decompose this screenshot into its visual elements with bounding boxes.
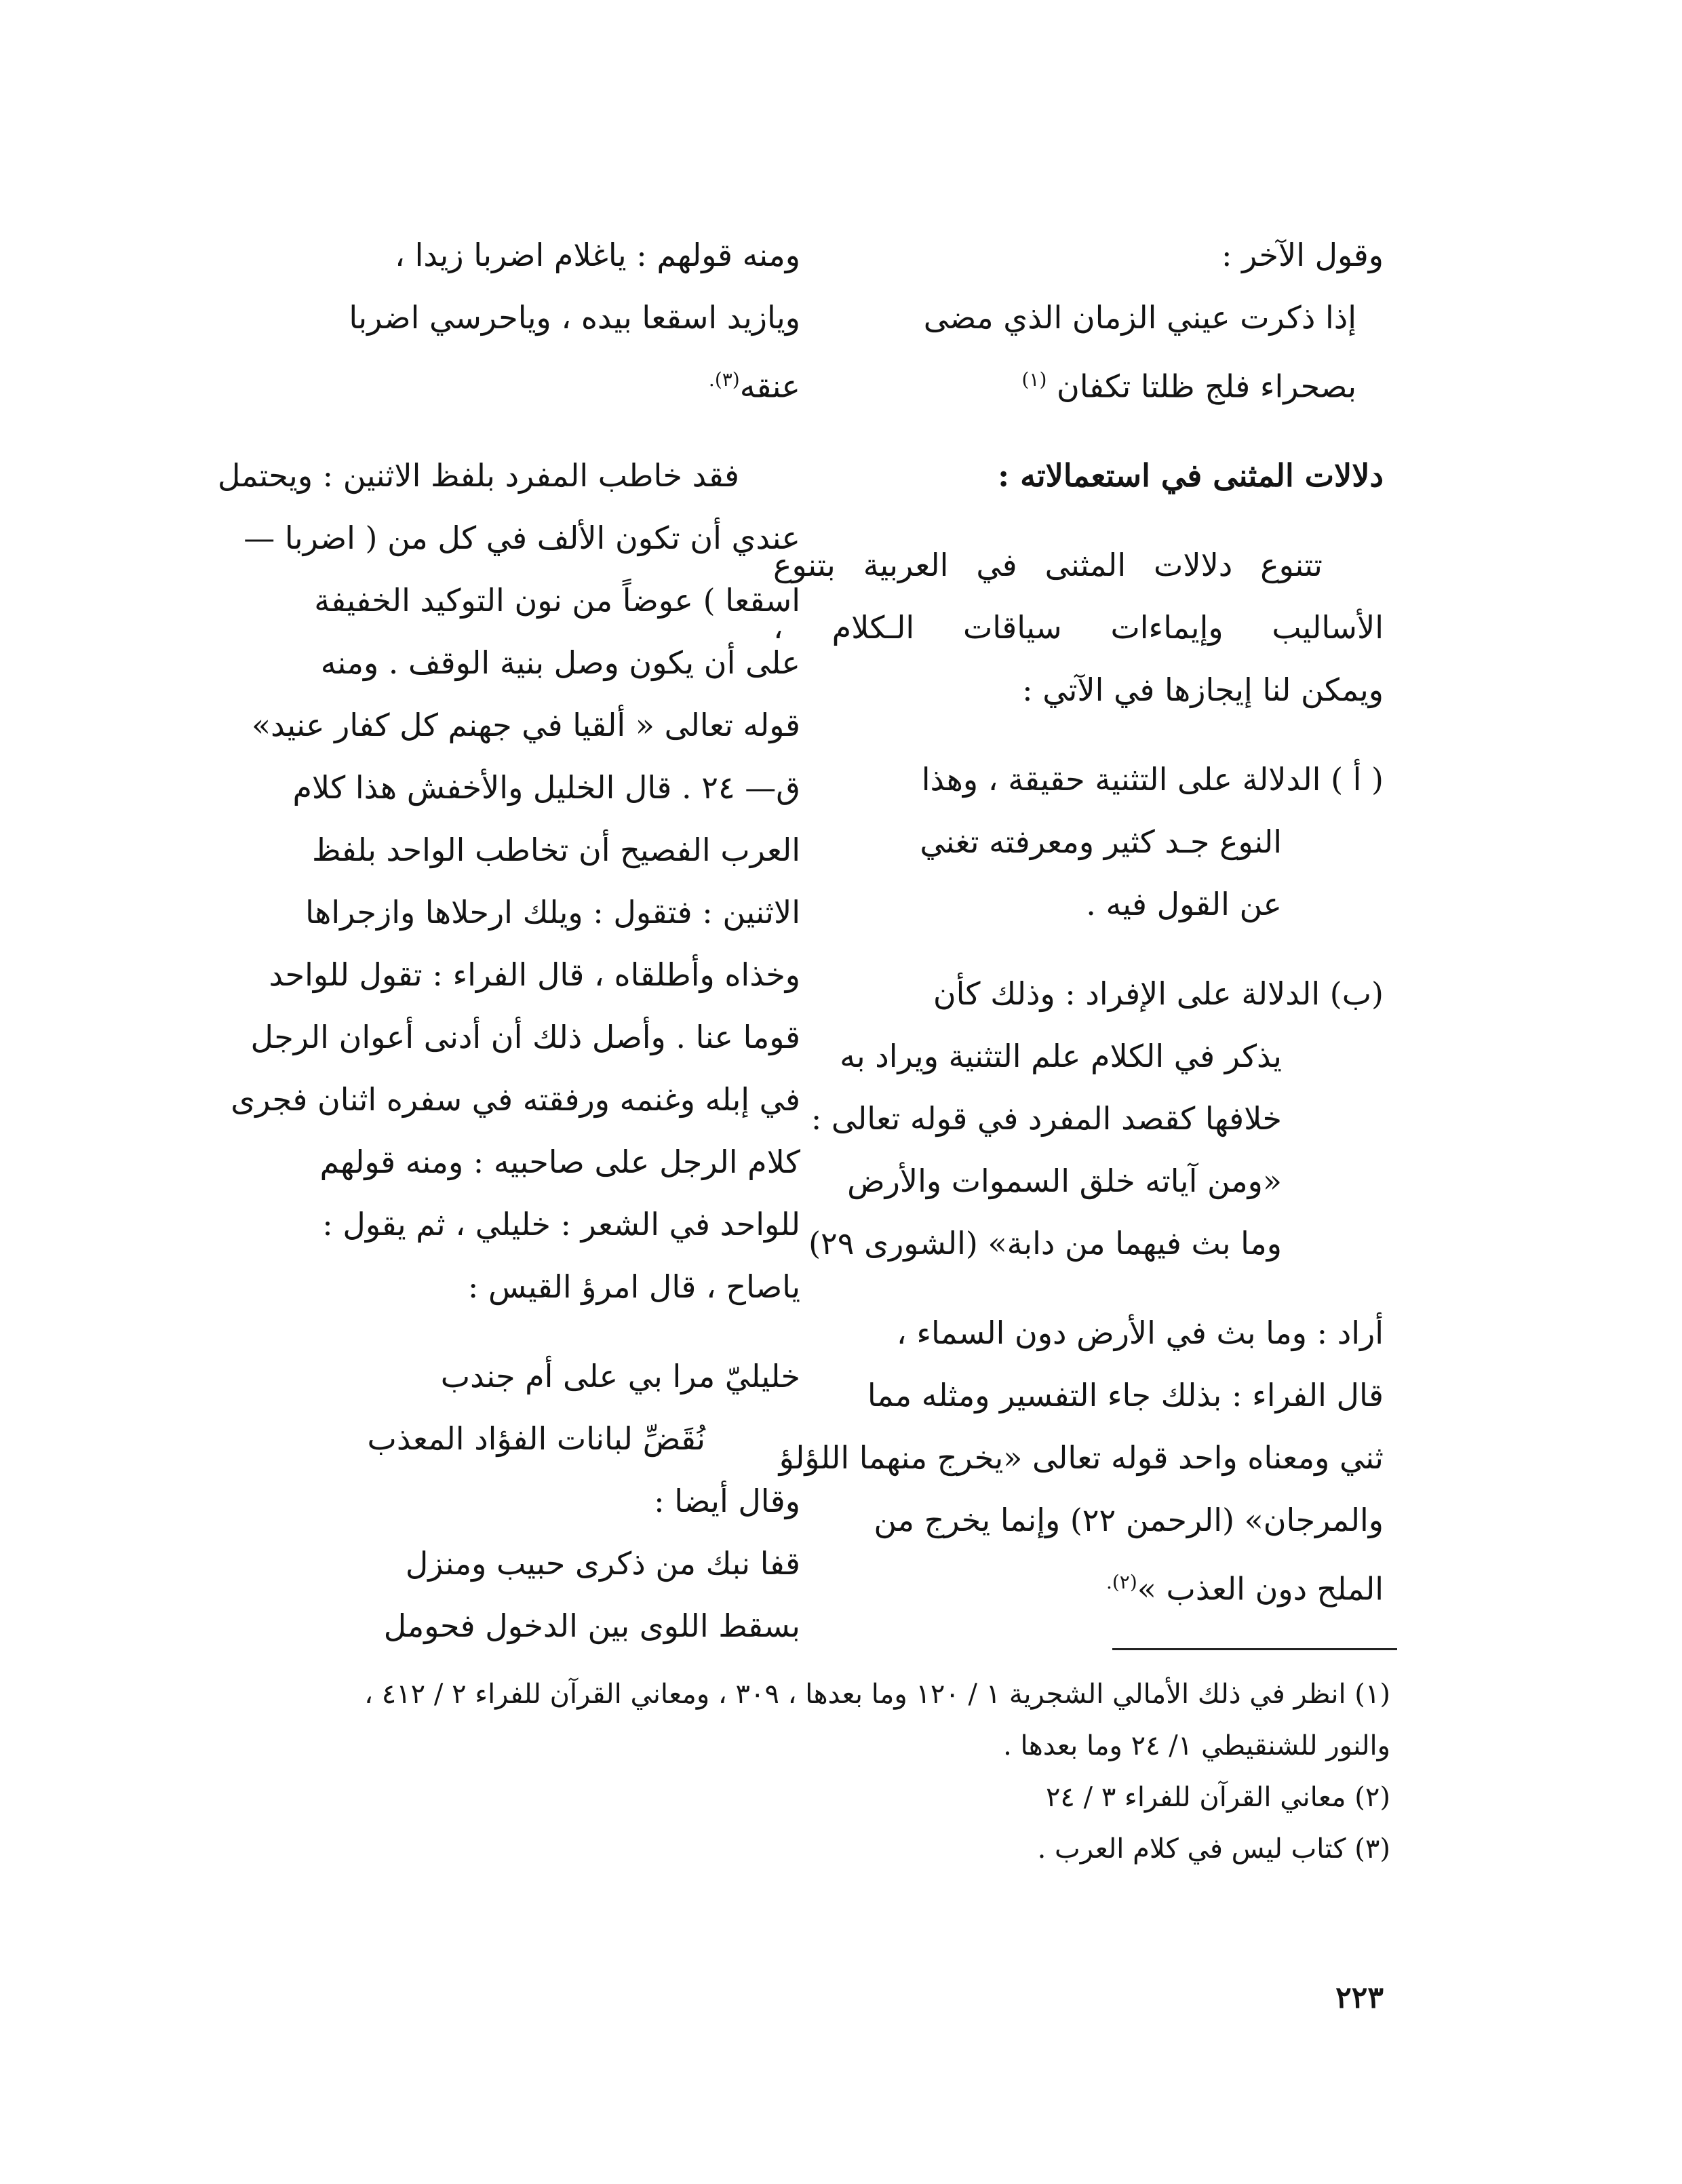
footnotes xyxy=(183,1669,1390,1875)
poem2-verse-1: قفا نبك من ذكرى حبيب ومنزل xyxy=(405,1545,800,1582)
left-para-line-2: عندي أن تكون الألف في كل من ( اضربا — xyxy=(243,520,800,557)
also-line: وقال أيضا : xyxy=(654,1483,800,1520)
footnote-ref-2: (٢). xyxy=(1106,1571,1137,1594)
left-para-line-4: على أن يكون وصل بنية الوقف . ومنه xyxy=(320,644,800,682)
poem-verse-2-text: بصحراء فلج ظلتا تكفان xyxy=(1057,368,1356,405)
right-column xyxy=(773,224,1384,1620)
left-para-line-1: فقد خاطب المفرد بلفظ الاثنين : ويحتمل xyxy=(218,457,739,494)
footnote-1: (١) انظر في ذلك الأمالي الشجرية ١ / ١٢٠ وما بعدها ، ٣٠٩ ، ومعاني القرآن للفراء ٢ / ٤١٢ ، xyxy=(364,1679,1390,1710)
para-line-1: تتنوع دلالات المثنى في العربية بتنوع xyxy=(773,547,1323,584)
left-para-line-10: قوما عنا . وأصل ذلك أن أدنى أعوان الرجل xyxy=(250,1019,800,1056)
poem1-verse-1: خليليّ مرا بي على أم جندب xyxy=(440,1358,800,1395)
left-para-line-12: كلام الرجل على صاحبيه : ومنه قولهم xyxy=(319,1144,800,1181)
para-line-3: ويمكن لنا إيجازها في الآتي : xyxy=(1022,671,1384,709)
final-line-1: أراد : وما بث في الأرض دون السماء ، xyxy=(896,1314,1384,1352)
final-line-4: والمرجان» (الرحمن ٢٢) وإنما يخرج من xyxy=(874,1502,1384,1539)
left-para-line-6: ق— ٢٤ . قال الخليل والأخفش هذا كلام xyxy=(292,769,800,806)
left-para-line-8: الاثنين : فتقول : ويلك ارحلاها وازجراها xyxy=(305,894,800,931)
top-line-1: ومنه قولهم : ياغلام اضربا زيدا ، xyxy=(395,237,800,273)
top-line-3-text: عنقه xyxy=(739,368,800,405)
left-para-line-5: قوله تعالى « ألقيا في جهنم كل كفار عنيد» xyxy=(252,707,800,744)
final-line-2: قال الفراء : بذلك جاء التفسير ومثله مما xyxy=(867,1377,1384,1414)
poem-verse-2 xyxy=(773,349,1384,417)
footnote-ref-3: (٣). xyxy=(708,368,740,391)
section-heading: دلالات المثنى في استعمالاته : xyxy=(998,457,1384,494)
item-b-line-2: يذكر في الكلام علم التثنية ويراد به xyxy=(840,1038,1282,1075)
item-a-line-1: ( أ ) الدلالة على التثنية حقيقة ، وهذا xyxy=(921,761,1384,798)
footnote-ref-1: (١) xyxy=(1021,368,1047,391)
left-column xyxy=(176,224,800,1657)
page-number: ٢٢٣ xyxy=(1335,1981,1384,2015)
item-a-line-2: النوع جـد كثير ومعرفته تغني xyxy=(920,823,1282,861)
left-para-line-14: ياصاح ، قال امرؤ القيس : xyxy=(467,1268,800,1306)
item-a-line-3: عن القول فيه . xyxy=(1086,886,1282,923)
left-para-line-7: العرب الفصيح أن تخاطب الواحد بلفظ xyxy=(311,832,800,869)
footnote-1-continued: والنور للشنقيطي ١/ ٢٤ وما بعدها . xyxy=(1003,1730,1390,1761)
para-line-2: الأساليب وإيماءات سياقات الـكلام ، xyxy=(773,609,1384,646)
footnote-divider xyxy=(1112,1648,1397,1650)
intro-line: وقول الآخر : xyxy=(1221,237,1384,273)
poem1-verse-2: نُقَضِّ لبانات الفؤاد المعذب xyxy=(367,1420,705,1458)
final-line-3: ثني ومعناه واحد قوله تعالى «يخرج منهما اللؤلؤ xyxy=(779,1439,1384,1477)
top-line-3 xyxy=(176,349,800,417)
final-line-5-text: الملح دون العذب » xyxy=(1137,1570,1384,1607)
top-line-2: ويازيد اسقعا بيده ، وياحرسي اضربا xyxy=(349,299,800,336)
footnote-2: (٢) معاني القرآن للفراء ٣ / ٢٤ xyxy=(1045,1782,1390,1813)
footnote-3: (٣) كتاب ليس في كلام العرب . xyxy=(1037,1833,1390,1865)
left-para-line-13: للواحد في الشعر : خليلي ، ثم يقول : xyxy=(322,1206,800,1243)
left-para-line-11: في إبله وغنمه ورفقته في سفره اثنان فجرى xyxy=(231,1081,800,1118)
final-line-5 xyxy=(773,1551,1384,1620)
item-b-line-5: وما بث فيهما من دابة» (الشورى ٢٩) xyxy=(808,1225,1282,1262)
item-b-line-3: خلافها كقصد المفرد في قوله تعالى : xyxy=(810,1100,1282,1137)
poem2-verse-2: بسقط اللوى بين الدخول فحومل xyxy=(383,1607,800,1645)
left-para-line-3: اسقعا ) عوضاً من نون التوكيد الخفيفة xyxy=(314,582,800,619)
left-para-line-9: وخذاه وأطلقاه ، قال الفراء : تقول للواحد xyxy=(269,956,800,994)
item-b-line-4: «ومن آياته خلق السموات والأرض xyxy=(847,1163,1282,1200)
item-b-line-1: (ب) الدلالة على الإفراد : وذلك كأن xyxy=(933,975,1384,1013)
poem-verse-1: إذا ذكرت عيني الزمان الذي مضى xyxy=(923,299,1356,336)
